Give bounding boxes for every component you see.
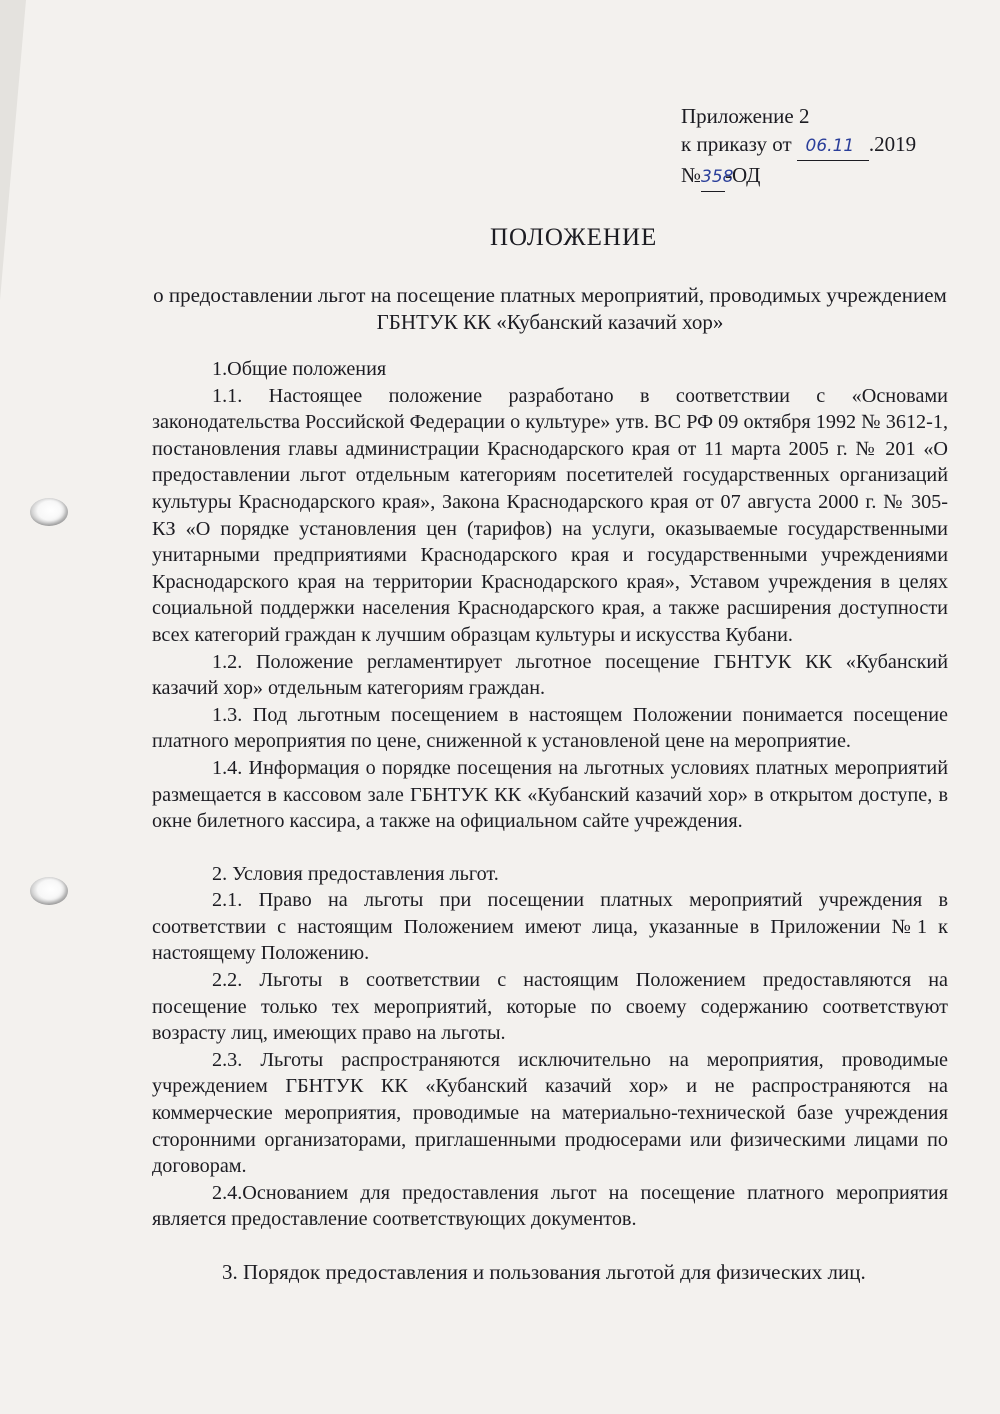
paragraph-1-2: 1.2. Положение регламентирует льготное посещение ГБНТУК КК «Кубанский казачий хор» отдельным категориям граждан. xyxy=(152,650,948,700)
order-number-sign: № xyxy=(681,163,702,187)
order-date-year: .2019 xyxy=(868,132,917,156)
document-subtitle: о предоставлении льгот на посещение платных мероприятий, проводимых учреждением ГБНТУК КК «Кубанский казачий хор» xyxy=(153,283,947,334)
punch-hole xyxy=(30,498,68,526)
folded-corner-shadow xyxy=(0,0,26,300)
section-3-heading: 3. Порядок предоставления и пользования льготой для физических лиц. xyxy=(222,1260,866,1284)
document-title: ПОЛОЖЕНИЕ xyxy=(490,224,658,251)
handwritten-date: 06.11 xyxy=(797,132,869,161)
order-number-suffix: -ОД xyxy=(725,163,761,187)
section-2-heading: 2. Условия предоставления льгот. xyxy=(212,862,499,885)
document-body xyxy=(152,356,948,1286)
appendix-number: Приложение 2 xyxy=(681,104,810,128)
paragraph-1-4: 1.4. Информация о порядке посещения на льготных условиях платных мероприятий размещается в кассовом зале ГБНТУК КК «Кубанский казачий хор» в открытом доступе, в окне билетного кассира, а также на официальном сайте учреждения. xyxy=(152,756,948,833)
paragraph-1-3: 1.3. Под льготным посещением в настоящем Положении понимается посещение платного мероприятия по цене, сниженной к установленой цене на мероприятие. xyxy=(152,703,948,753)
punch-hole xyxy=(30,877,68,905)
handwritten-order-number: 358 xyxy=(701,163,725,192)
paragraph-2-4: 2.4.Основанием для предоставления льгот на посещение платного мероприятия является предоставление соответствующих документов. xyxy=(152,1181,948,1231)
paragraph-2-2: 2.2. Льготы в соответствии с настоящим Положением предоставляются на посещение только тех мероприятий, которые по своему содержанию соответствуют возрасту лиц, имеющих право на льготы. xyxy=(152,969,948,1045)
paragraph-1-1: 1.1. Настоящее положение разработано в соответствии с «Основами законодательства Российской Федерации о культуре» утв. ВС РФ 09 октября 1992 № 3612-1, постановления главы администрации Краснодарского края от 11 марта 2005 г. № 201 «О предоставлении льгот отдельным категориям посетителей государственных организаций культуры Краснодарского края», Закона Краснодарского края от 07 августа 2000 г. № 305-КЗ «О порядке установления цен (тарифов) на услуги, оказываемые государственными унитарными предприятиями Краснодарского края и государственными учреждениями Краснодарского края на территории Краснодарского края», Уставом учреждения в целях социальной поддержки населения Краснодарского края, а также расширения доступности всех категорий граждан к лучшим образцам культуры и искусства Кубани. xyxy=(152,384,948,646)
order-number-line xyxy=(681,161,916,192)
paragraph-2-3: 2.3. Льготы распространяются исключительно на мероприятия, проводимые учреждением ГБНТУК КК «Кубанский казачий хор» и не распространяются на коммерческие мероприятия, проводимые на материально-технической базе учреждения сторонними организаторами, приглашенными продюсерами или физическими лицами по договорам. xyxy=(152,1048,948,1178)
order-date-line xyxy=(681,130,916,161)
section-1-heading: 1.Общие положения xyxy=(212,358,387,380)
appendix-block xyxy=(681,102,916,192)
order-date-prefix: к приказу от xyxy=(681,132,797,156)
paragraph-2-1: 2.1. Право на льготы при посещении платных мероприятий учреждения в соответствии с настоящим Положением имеют лица, указанные в Приложении №1 к настоящему Положению. xyxy=(152,889,948,965)
